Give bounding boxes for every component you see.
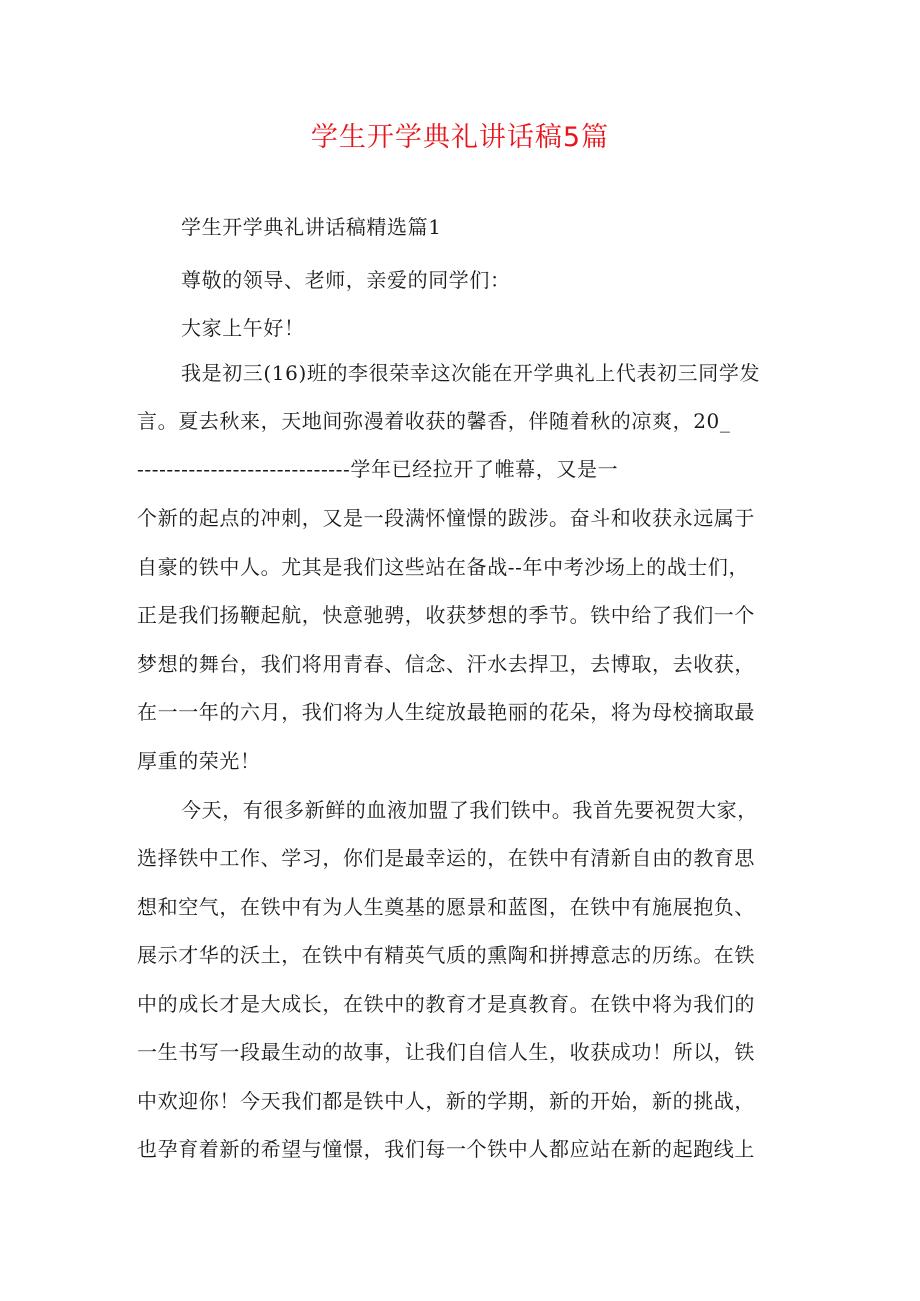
text-line: 也孕育着新的希望与憧憬，我们每一个铁中人都应站在新的起跑线上 [137, 1137, 755, 1161]
text-line: 个新的起点的冲刺，又是一段满怀憧憬的跋涉。奋斗和收获永远属于 [137, 506, 755, 530]
text-line: 学生开学典礼讲话稿精选篇1 [181, 215, 442, 239]
text-line: 选择铁中工作、学习，你们是最幸运的，在铁中有清新自由的教育思 [137, 846, 755, 870]
text-line: 我是初三(16)班的李很荣幸这次能在开学典礼上代表初三同学发 [181, 361, 761, 385]
text-line: 梦想的舞台，我们将用青春、信念、汗水去捍卫，去博取，去收获， [137, 652, 755, 676]
text-line: 展示才华的沃土，在铁中有精英气质的熏陶和拼搏意志的历练。在铁 [137, 943, 755, 967]
text-line: 大家上午好！ [181, 316, 305, 340]
text-line: 想和空气，在铁中有为人生奠基的愿景和蓝图，在铁中有施展抱负、 [137, 895, 755, 919]
text-line: 尊敬的领导、老师，亲爱的同学们： [181, 268, 511, 292]
text-line: 在一一年的六月，我们将为人生绽放最艳丽的花朵，将为母校摘取最 [137, 700, 755, 724]
text-line: 自豪的铁中人。尤其是我们这些站在备战--年中考沙场上的战士们， [137, 555, 750, 579]
text-line: 正是我们扬鞭起航，快意驰骋，收获梦想的季节。铁中给了我们一个 [137, 603, 755, 627]
document-title: 学生开学典礼讲话稿5篇 [310, 122, 610, 153]
text-line: 今天，有很多新鲜的血液加盟了我们铁中。我首先要祝贺大家， [181, 798, 758, 822]
text-line: 中欢迎你！今天我们都是铁中人，新的学期，新的开始，新的挑战， [137, 1089, 755, 1113]
text-line: 一生书写一段最生动的故事，让我们自信人生，收获成功！所以，铁 [137, 1040, 755, 1064]
text-line: -----------------------------学年已经拉开了帷幕，又是一 [137, 457, 619, 481]
text-line: 中的成长才是大成长，在铁中的教育才是真教育。在铁中将为我们的 [137, 992, 755, 1016]
text-line: 厚重的荣光！ [137, 749, 261, 773]
text-line: 言。夏去秋来，天地间弥漫着收获的馨香，伴随着秋的凉爽，20_ [137, 409, 731, 433]
